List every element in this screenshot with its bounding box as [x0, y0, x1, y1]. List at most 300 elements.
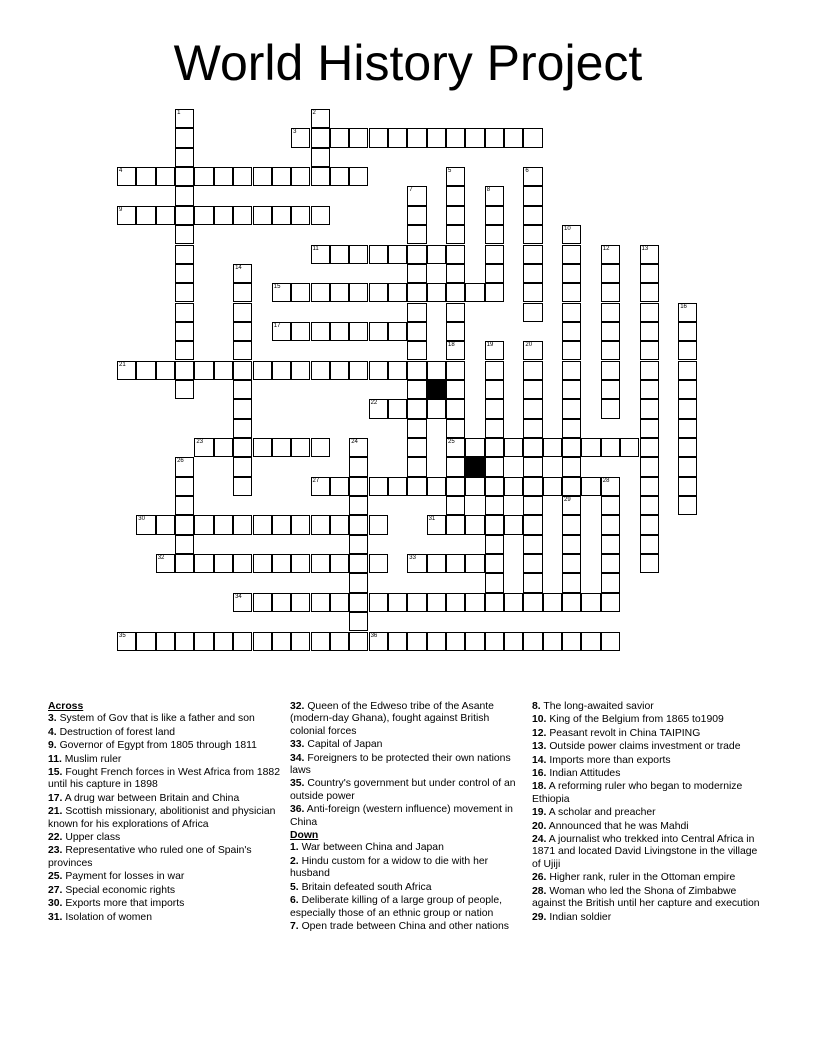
grid-cell[interactable] — [523, 167, 542, 186]
grid-cell[interactable] — [349, 322, 368, 341]
grid-cell[interactable] — [601, 554, 620, 573]
grid-cell[interactable] — [194, 438, 213, 457]
grid-cell[interactable] — [272, 632, 291, 651]
grid-cell[interactable] — [523, 186, 542, 205]
grid-cell[interactable] — [601, 341, 620, 360]
grid-cell[interactable] — [291, 322, 310, 341]
grid-cell[interactable] — [388, 477, 407, 496]
grid-cell[interactable] — [272, 554, 291, 573]
grid-cell[interactable] — [640, 361, 659, 380]
grid-cell[interactable] — [136, 515, 155, 534]
grid-cell[interactable] — [427, 128, 446, 147]
grid-cell[interactable] — [601, 535, 620, 554]
grid-cell[interactable] — [601, 477, 620, 496]
grid-cell[interactable] — [175, 303, 194, 322]
grid-cell[interactable] — [233, 632, 252, 651]
grid-cell[interactable] — [640, 322, 659, 341]
grid-cell[interactable] — [601, 632, 620, 651]
grid-cell[interactable] — [485, 128, 504, 147]
grid-cell[interactable] — [194, 361, 213, 380]
grid-cell[interactable] — [253, 438, 272, 457]
grid-cell[interactable] — [485, 341, 504, 360]
grid-cell[interactable] — [523, 283, 542, 302]
grid-cell[interactable] — [407, 380, 426, 399]
grid-cell[interactable] — [330, 283, 349, 302]
grid-cell[interactable] — [175, 632, 194, 651]
grid-cell[interactable] — [601, 438, 620, 457]
grid-cell[interactable] — [272, 283, 291, 302]
grid-cell[interactable] — [291, 554, 310, 573]
grid-cell[interactable] — [446, 186, 465, 205]
grid-cell[interactable] — [388, 593, 407, 612]
grid-cell[interactable] — [194, 632, 213, 651]
grid-cell[interactable] — [233, 477, 252, 496]
grid-cell[interactable] — [156, 515, 175, 534]
grid-cell[interactable] — [485, 477, 504, 496]
grid-cell[interactable] — [678, 419, 697, 438]
grid-cell[interactable] — [446, 361, 465, 380]
grid-cell[interactable] — [446, 515, 465, 534]
grid-cell[interactable] — [136, 361, 155, 380]
grid-cell[interactable] — [407, 477, 426, 496]
grid-cell[interactable] — [427, 399, 446, 418]
grid-cell[interactable] — [311, 206, 330, 225]
grid-cell[interactable] — [407, 264, 426, 283]
grid-cell[interactable] — [601, 283, 620, 302]
grid-cell[interactable] — [562, 264, 581, 283]
grid-cell[interactable] — [272, 322, 291, 341]
grid-cell[interactable] — [640, 283, 659, 302]
grid-cell[interactable] — [504, 515, 523, 534]
grid-cell[interactable] — [311, 148, 330, 167]
grid-cell[interactable] — [272, 361, 291, 380]
grid-cell[interactable] — [446, 477, 465, 496]
grid-cell[interactable] — [214, 167, 233, 186]
grid-cell[interactable] — [407, 361, 426, 380]
grid-cell[interactable] — [427, 361, 446, 380]
grid-cell[interactable] — [678, 303, 697, 322]
grid-cell[interactable] — [446, 264, 465, 283]
grid-cell[interactable] — [175, 283, 194, 302]
grid-cell[interactable] — [562, 225, 581, 244]
grid-cell[interactable] — [407, 283, 426, 302]
grid-cell[interactable] — [311, 245, 330, 264]
grid-cell[interactable] — [214, 206, 233, 225]
grid-cell[interactable] — [523, 632, 542, 651]
grid-cell[interactable] — [253, 167, 272, 186]
grid-cell[interactable] — [562, 341, 581, 360]
grid-cell[interactable] — [562, 554, 581, 573]
grid-cell[interactable] — [427, 554, 446, 573]
grid-cell[interactable] — [136, 632, 155, 651]
grid-cell[interactable] — [175, 515, 194, 534]
grid-cell[interactable] — [601, 245, 620, 264]
grid-cell[interactable] — [136, 206, 155, 225]
grid-cell[interactable] — [465, 477, 484, 496]
grid-cell[interactable] — [543, 632, 562, 651]
grid-cell[interactable] — [581, 593, 600, 612]
grid-cell[interactable] — [214, 554, 233, 573]
grid-cell[interactable] — [562, 477, 581, 496]
grid-cell[interactable] — [349, 632, 368, 651]
grid-cell[interactable] — [581, 438, 600, 457]
grid-cell[interactable] — [407, 593, 426, 612]
grid-cell[interactable] — [175, 554, 194, 573]
grid-cell[interactable] — [427, 245, 446, 264]
grid-cell[interactable] — [233, 593, 252, 612]
grid-cell[interactable] — [291, 128, 310, 147]
grid-cell[interactable] — [562, 380, 581, 399]
grid-cell[interactable] — [156, 632, 175, 651]
grid-cell[interactable] — [640, 535, 659, 554]
grid-cell[interactable] — [330, 167, 349, 186]
grid-cell[interactable] — [369, 245, 388, 264]
grid-cell[interactable] — [369, 399, 388, 418]
grid-cell[interactable] — [446, 283, 465, 302]
grid-cell[interactable] — [233, 515, 252, 534]
grid-cell[interactable] — [523, 361, 542, 380]
grid-cell[interactable] — [291, 515, 310, 534]
grid-cell[interactable] — [349, 438, 368, 457]
grid-cell[interactable] — [233, 438, 252, 457]
grid-cell[interactable] — [601, 593, 620, 612]
grid-cell[interactable] — [214, 361, 233, 380]
grid-cell[interactable] — [291, 206, 310, 225]
grid-cell[interactable] — [175, 225, 194, 244]
grid-cell[interactable] — [156, 361, 175, 380]
grid-cell[interactable] — [117, 632, 136, 651]
grid-cell[interactable] — [562, 322, 581, 341]
grid-cell[interactable] — [523, 535, 542, 554]
grid-cell[interactable] — [601, 303, 620, 322]
grid-cell[interactable] — [194, 206, 213, 225]
grid-cell[interactable] — [233, 283, 252, 302]
grid-cell[interactable] — [388, 632, 407, 651]
grid-cell[interactable] — [175, 457, 194, 476]
grid-cell[interactable] — [349, 245, 368, 264]
grid-cell[interactable] — [446, 554, 465, 573]
grid-cell[interactable] — [485, 186, 504, 205]
grid-cell[interactable] — [311, 322, 330, 341]
grid-cell[interactable] — [523, 128, 542, 147]
grid-cell[interactable] — [446, 167, 465, 186]
grid-cell[interactable] — [485, 245, 504, 264]
grid-cell[interactable] — [214, 515, 233, 534]
grid-cell[interactable] — [407, 554, 426, 573]
grid-cell[interactable] — [330, 554, 349, 573]
grid-cell[interactable] — [523, 496, 542, 515]
grid-cell[interactable] — [446, 322, 465, 341]
grid-cell[interactable] — [523, 303, 542, 322]
grid-cell[interactable] — [504, 438, 523, 457]
grid-cell[interactable] — [311, 109, 330, 128]
grid-cell[interactable] — [175, 148, 194, 167]
grid-cell[interactable] — [311, 438, 330, 457]
grid-cell[interactable] — [233, 380, 252, 399]
grid-cell[interactable] — [601, 380, 620, 399]
grid-cell[interactable] — [485, 573, 504, 592]
grid-cell[interactable] — [523, 515, 542, 534]
grid-cell[interactable] — [465, 632, 484, 651]
grid-cell[interactable] — [194, 515, 213, 534]
grid-cell[interactable] — [233, 399, 252, 418]
grid-cell[interactable] — [233, 303, 252, 322]
grid-cell[interactable] — [485, 457, 504, 476]
grid-cell[interactable] — [504, 477, 523, 496]
grid-cell[interactable] — [369, 515, 388, 534]
grid-cell[interactable] — [523, 245, 542, 264]
grid-cell[interactable] — [446, 128, 465, 147]
grid-cell[interactable] — [523, 225, 542, 244]
grid-cell[interactable] — [562, 535, 581, 554]
grid-cell[interactable] — [640, 515, 659, 534]
grid-cell[interactable] — [640, 477, 659, 496]
grid-cell[interactable] — [678, 322, 697, 341]
grid-cell[interactable] — [233, 341, 252, 360]
grid-cell[interactable] — [330, 477, 349, 496]
grid-cell[interactable] — [523, 593, 542, 612]
grid-cell[interactable] — [330, 128, 349, 147]
grid-cell[interactable] — [233, 167, 252, 186]
grid-cell[interactable] — [369, 554, 388, 573]
grid-cell[interactable] — [407, 206, 426, 225]
grid-cell[interactable] — [543, 438, 562, 457]
grid-cell[interactable] — [523, 554, 542, 573]
grid-cell[interactable] — [330, 515, 349, 534]
grid-cell[interactable] — [465, 283, 484, 302]
grid-cell[interactable] — [330, 361, 349, 380]
grid-cell[interactable] — [485, 419, 504, 438]
grid-cell[interactable] — [678, 457, 697, 476]
grid-cell[interactable] — [233, 361, 252, 380]
grid-cell[interactable] — [427, 283, 446, 302]
grid-cell[interactable] — [446, 245, 465, 264]
grid-cell[interactable] — [601, 361, 620, 380]
grid-cell[interactable] — [311, 283, 330, 302]
grid-cell[interactable] — [640, 341, 659, 360]
grid-cell[interactable] — [485, 632, 504, 651]
grid-cell[interactable] — [427, 593, 446, 612]
grid-cell[interactable] — [311, 128, 330, 147]
grid-cell[interactable] — [485, 535, 504, 554]
grid-cell[interactable] — [640, 438, 659, 457]
grid-cell[interactable] — [446, 438, 465, 457]
grid-cell[interactable] — [562, 593, 581, 612]
grid-cell[interactable] — [601, 496, 620, 515]
grid-cell[interactable] — [233, 419, 252, 438]
grid-cell[interactable] — [136, 167, 155, 186]
grid-cell[interactable] — [504, 632, 523, 651]
grid-cell[interactable] — [349, 612, 368, 631]
grid-cell[interactable] — [601, 399, 620, 418]
grid-cell[interactable] — [349, 457, 368, 476]
grid-cell[interactable] — [291, 593, 310, 612]
grid-cell[interactable] — [253, 361, 272, 380]
grid-cell[interactable] — [349, 477, 368, 496]
grid-cell[interactable] — [369, 593, 388, 612]
grid-cell[interactable] — [330, 632, 349, 651]
grid-cell[interactable] — [291, 632, 310, 651]
grid-cell[interactable] — [465, 128, 484, 147]
grid-cell[interactable] — [311, 593, 330, 612]
grid-cell[interactable] — [407, 322, 426, 341]
grid-cell[interactable] — [349, 535, 368, 554]
grid-cell[interactable] — [523, 206, 542, 225]
grid-cell[interactable] — [330, 593, 349, 612]
grid-cell[interactable] — [640, 264, 659, 283]
grid-cell[interactable] — [291, 361, 310, 380]
grid-cell[interactable] — [601, 322, 620, 341]
grid-cell[interactable] — [349, 128, 368, 147]
grid-cell[interactable] — [214, 632, 233, 651]
grid-cell[interactable] — [446, 457, 465, 476]
grid-cell[interactable] — [523, 264, 542, 283]
grid-cell[interactable] — [678, 361, 697, 380]
grid-cell[interactable] — [562, 632, 581, 651]
grid-cell[interactable] — [620, 438, 639, 457]
grid-cell[interactable] — [485, 554, 504, 573]
grid-cell[interactable] — [601, 515, 620, 534]
grid-cell[interactable] — [233, 457, 252, 476]
grid-cell[interactable] — [562, 361, 581, 380]
grid-cell[interactable] — [175, 361, 194, 380]
grid-cell[interactable] — [562, 573, 581, 592]
grid-cell[interactable] — [291, 283, 310, 302]
grid-cell[interactable] — [175, 380, 194, 399]
grid-cell[interactable] — [253, 554, 272, 573]
grid-cell[interactable] — [640, 399, 659, 418]
grid-cell[interactable] — [272, 206, 291, 225]
grid-cell[interactable] — [253, 515, 272, 534]
grid-cell[interactable] — [369, 322, 388, 341]
grid-cell[interactable] — [523, 341, 542, 360]
grid-cell[interactable] — [562, 438, 581, 457]
grid-cell[interactable] — [407, 457, 426, 476]
grid-cell[interactable] — [678, 380, 697, 399]
grid-cell[interactable] — [349, 496, 368, 515]
grid-cell[interactable] — [446, 206, 465, 225]
grid-cell[interactable] — [156, 554, 175, 573]
grid-cell[interactable] — [388, 128, 407, 147]
grid-cell[interactable] — [311, 554, 330, 573]
grid-cell[interactable] — [485, 264, 504, 283]
grid-cell[interactable] — [253, 632, 272, 651]
grid-cell[interactable] — [562, 283, 581, 302]
grid-cell[interactable] — [640, 554, 659, 573]
grid-cell[interactable] — [175, 341, 194, 360]
grid-cell[interactable] — [465, 438, 484, 457]
grid-cell[interactable] — [407, 399, 426, 418]
grid-cell[interactable] — [369, 128, 388, 147]
grid-cell[interactable] — [485, 225, 504, 244]
grid-cell[interactable] — [523, 380, 542, 399]
grid-cell[interactable] — [543, 477, 562, 496]
grid-cell[interactable] — [407, 186, 426, 205]
grid-cell[interactable] — [253, 593, 272, 612]
grid-cell[interactable] — [485, 380, 504, 399]
grid-cell[interactable] — [446, 380, 465, 399]
grid-cell[interactable] — [272, 167, 291, 186]
grid-cell[interactable] — [156, 167, 175, 186]
grid-cell[interactable] — [581, 477, 600, 496]
grid-cell[interactable] — [175, 167, 194, 186]
grid-cell[interactable] — [369, 632, 388, 651]
grid-cell[interactable] — [233, 554, 252, 573]
grid-cell[interactable] — [485, 496, 504, 515]
grid-cell[interactable] — [175, 128, 194, 147]
grid-cell[interactable] — [523, 477, 542, 496]
grid-cell[interactable] — [349, 167, 368, 186]
grid-cell[interactable] — [640, 245, 659, 264]
grid-cell[interactable] — [272, 438, 291, 457]
grid-cell[interactable] — [678, 438, 697, 457]
grid-cell[interactable] — [407, 438, 426, 457]
grid-cell[interactable] — [407, 341, 426, 360]
grid-cell[interactable] — [369, 477, 388, 496]
grid-cell[interactable] — [311, 361, 330, 380]
grid-cell[interactable] — [194, 554, 213, 573]
grid-cell[interactable] — [349, 554, 368, 573]
grid-cell[interactable] — [523, 573, 542, 592]
grid-cell[interactable] — [523, 438, 542, 457]
grid-cell[interactable] — [407, 128, 426, 147]
grid-cell[interactable] — [330, 245, 349, 264]
grid-cell[interactable] — [272, 515, 291, 534]
grid-cell[interactable] — [465, 554, 484, 573]
grid-cell[interactable] — [388, 399, 407, 418]
grid-cell[interactable] — [562, 245, 581, 264]
grid-cell[interactable] — [156, 206, 175, 225]
grid-cell[interactable] — [407, 303, 426, 322]
grid-cell[interactable] — [311, 632, 330, 651]
grid-cell[interactable] — [175, 496, 194, 515]
grid-cell[interactable] — [465, 515, 484, 534]
grid-cell[interactable] — [272, 593, 291, 612]
grid-cell[interactable] — [349, 515, 368, 534]
grid-cell[interactable] — [175, 264, 194, 283]
grid-cell[interactable] — [427, 515, 446, 534]
grid-cell[interactable] — [485, 206, 504, 225]
grid-cell[interactable] — [349, 283, 368, 302]
grid-cell[interactable] — [485, 399, 504, 418]
grid-cell[interactable] — [369, 361, 388, 380]
grid-cell[interactable] — [117, 167, 136, 186]
grid-cell[interactable] — [117, 361, 136, 380]
grid-cell[interactable] — [678, 496, 697, 515]
grid-cell[interactable] — [175, 477, 194, 496]
grid-cell[interactable] — [194, 167, 213, 186]
grid-cell[interactable] — [446, 303, 465, 322]
grid-cell[interactable] — [175, 535, 194, 554]
grid-cell[interactable] — [175, 322, 194, 341]
grid-cell[interactable] — [175, 186, 194, 205]
grid-cell[interactable] — [465, 593, 484, 612]
grid-cell[interactable] — [504, 128, 523, 147]
grid-cell[interactable] — [485, 283, 504, 302]
grid-cell[interactable] — [562, 515, 581, 534]
grid-cell[interactable] — [523, 419, 542, 438]
grid-cell[interactable] — [369, 283, 388, 302]
grid-cell[interactable] — [485, 438, 504, 457]
grid-cell[interactable] — [388, 322, 407, 341]
grid-cell[interactable] — [117, 206, 136, 225]
grid-cell[interactable] — [523, 399, 542, 418]
grid-cell[interactable] — [485, 515, 504, 534]
grid-cell[interactable] — [601, 573, 620, 592]
grid-cell[interactable] — [233, 206, 252, 225]
grid-cell[interactable] — [504, 593, 523, 612]
grid-cell[interactable] — [330, 322, 349, 341]
